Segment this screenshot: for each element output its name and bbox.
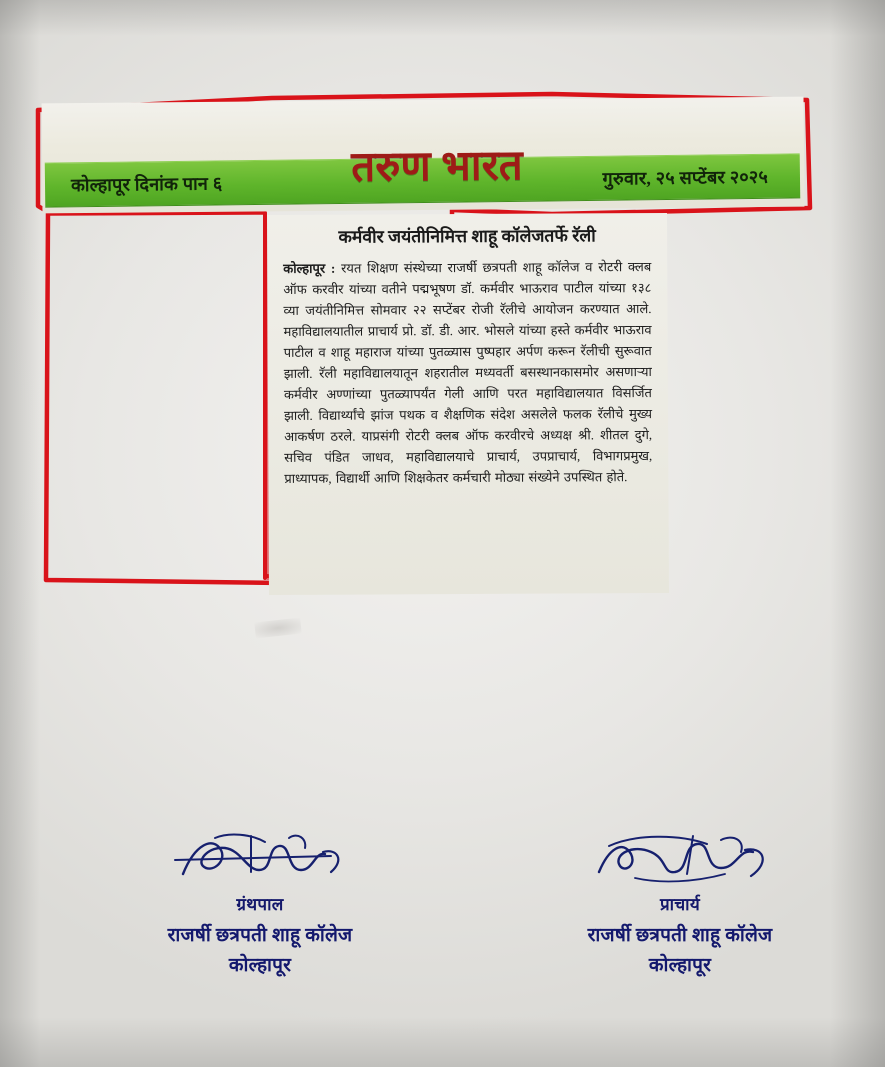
signature-city-principal: कोल्हापूर [648,955,712,976]
signature-org-librarian: राजर्षी छत्रपती शाहू कॉलेज [167,925,353,946]
article-headline: कर्मवीर जयंतीनिमित्त शाहू कॉलेजतर्फे रॅली [338,225,596,247]
paper-shadow-bottom [0,1017,885,1067]
signature-role-principal: प्राचार्य [659,895,701,914]
article-dateline: कोल्हापूर : [283,260,336,276]
newspaper-title: तरुण भारत [351,143,523,191]
article-clipping [267,213,669,595]
masthead-edition-info: कोल्हापूर दिनांक पान ६ [70,172,223,195]
handwritten-signature-icon [575,826,785,896]
signature-block-librarian [110,826,410,977]
paper-shadow-top [0,0,885,36]
handwritten-signature-icon [155,826,365,896]
paper-shadow-right [830,0,885,1067]
paper-shadow-left [0,0,40,1067]
article-text: रयत शिक्षण संस्थेच्या राजर्षी छत्रपती शाहू कॉलेज व रोटरी क्लब ऑफ करवीर यांच्या वतीने पद्मभूषण डॉ. कर्मवीर भाऊराव पाटील यांच्या १३८ व्या जयंतीनिमित्त सोमवार २२ सप्टेंबर रोजी रॅलीचे आयोजन करण्यात आले. महाविद्यालयातील प्राचार्य प्रो. डॉ. डी. आर. भोसले यांच्या हस्ते कर्मवीर भाऊराव पाटील व शाहू महाराज यांच्या पुतळ्यास पुष्पहार अर्पण करून रॅलीची सुरूवात झाली. रॅली महाविद्यालयातून शहरातील मध्यवर्ती बसस्थानकासमोर असणाऱ्या कर्मवीर अण्णांच्या पुतळ्यापर्यंत गेली आणि परत महाविद्यालयात विसर्जित झाली. विद्यार्थ्यांचे झांज पथक व शैक्षणिक संदेश असलेले फलक रॅलीचे मुख्य आकर्षण ठरले. याप्रसंगी रोटरी क्लब ऑफ करवीरचे अध्यक्ष श्री. शीतल दुगे, सचिव पंडित जाधव, महाविद्यालयाचे प्राचार्य, उपप्राचार्य, विभागप्रमुख, प्राध्यापक, विद्यार्थी आणि शिक्षकेतर कर्मचारी मोठ्या संख्येने उपस्थित होते. [283,258,653,487]
signature-role-librarian: ग्रंथपाल [236,895,284,914]
signature-org-principal: राजर्षी छत्रपती शाहू कॉलेज [587,925,773,946]
article-body [283,256,652,489]
masthead-title-wrap [322,145,552,189]
signature-block-principal [530,826,830,977]
signature-city-librarian: कोल्हापूर [228,955,292,976]
masthead-date: गुरुवार, २५ सप्टेंबर २०२५ [602,166,769,189]
